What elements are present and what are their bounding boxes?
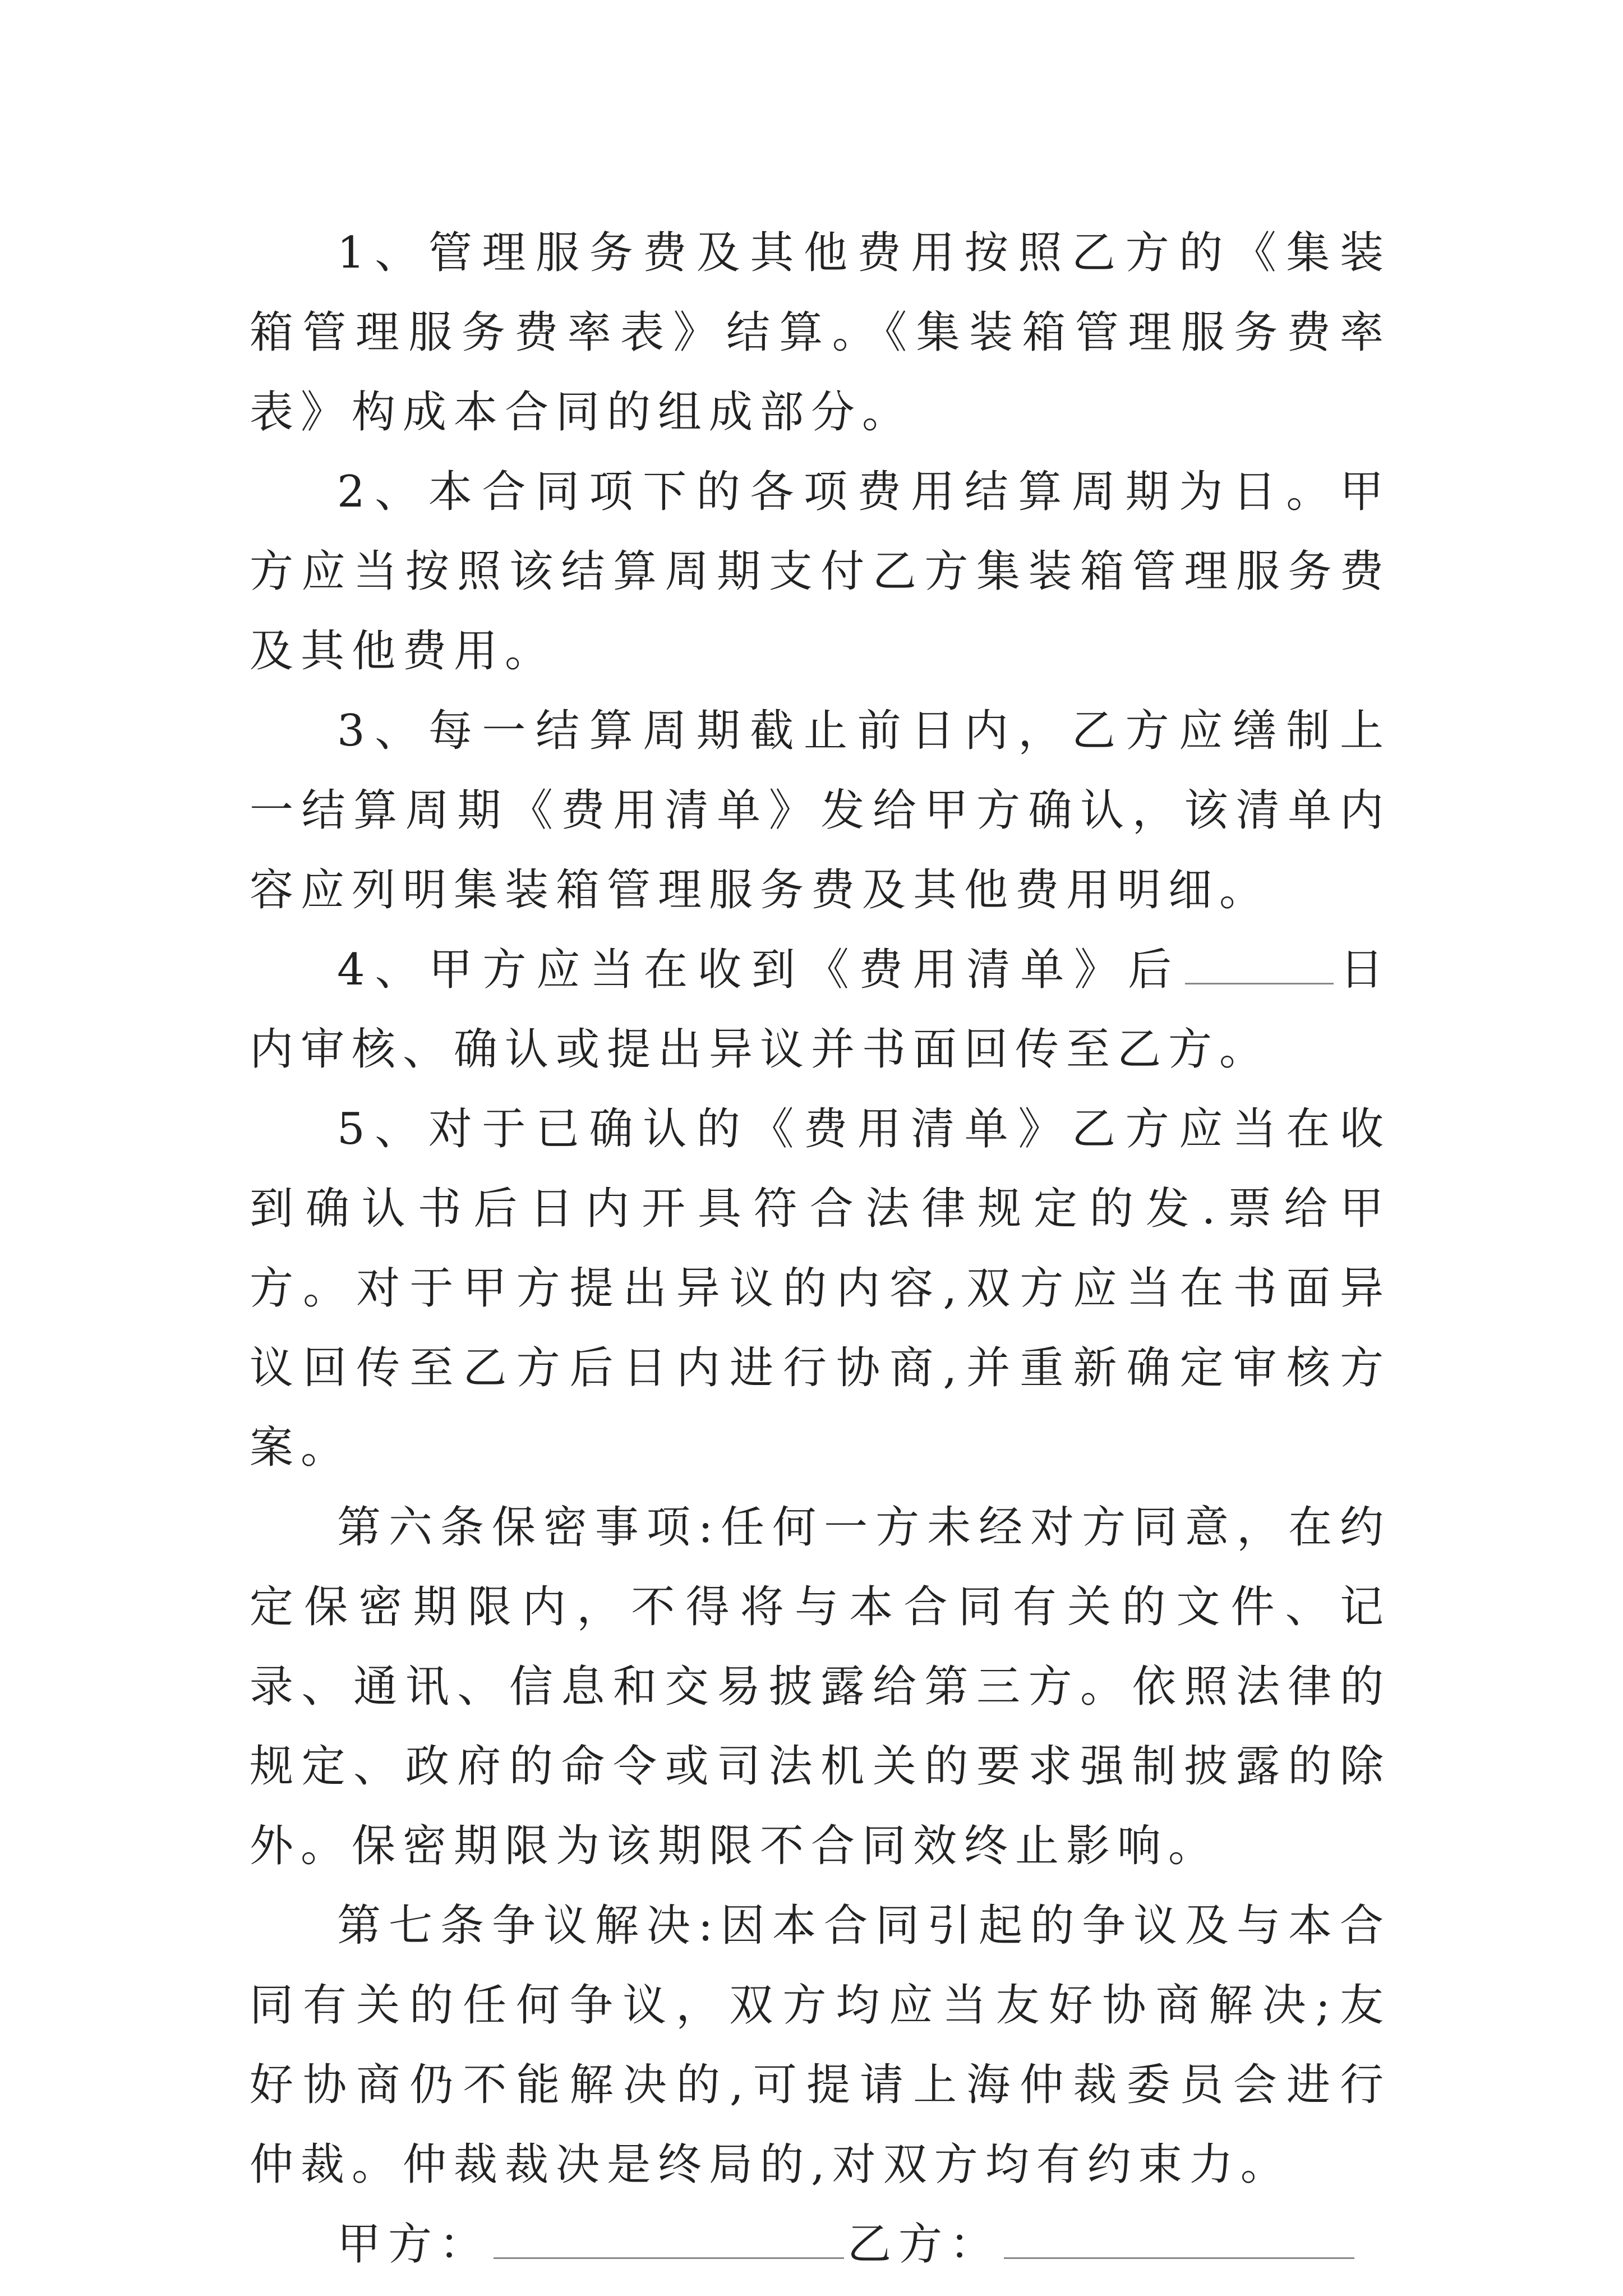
signature-line <box>250 2205 1391 2284</box>
party-a-signature-blank <box>494 2219 844 2259</box>
days-blank-field <box>1185 945 1334 984</box>
document-body <box>250 213 1391 2284</box>
party-b-label: 乙方： <box>847 2219 1001 2270</box>
clause-paragraph-1: 1、管理服务费及其他费用按照乙方的《集装箱管理服务费率表》结算。《集装箱管理服务费率表》构成本合同的组成部分。 <box>250 228 1391 438</box>
party-a-label: 甲方： <box>337 2219 491 2270</box>
article-7-dispute-resolution: 第七条争议解决:因本合同引起的争议及与本合同有关的任何争议，双方均应当友好协商解决;友好协商仍不能解决的,可提请上海仲裁委员会进行仲裁。仲裁裁决是终局的,对双方均有约束力。 <box>250 1901 1391 2190</box>
clause-paragraph-4 <box>250 930 1391 1089</box>
article-6-confidentiality: 第六条保密事项:任何一方未经对方同意，在约定保密期限内，不得将与本合同有关的文件、记录、通讯、信息和交易披露给第三方。依照法律的规定、政府的命令或司法机关的要求强制披露的除外。保密期限为该期限不合同效终止影响。 <box>250 1502 1391 1871</box>
clause-4-text-after: 日内审核、确认或提出异议并书面回传至乙方。 <box>250 945 1391 1075</box>
clause-paragraph-2: 2、本合同项下的各项费用结算周期为日。甲方应当按照该结算周期支付乙方集装箱管理服务费及其他费用。 <box>250 467 1391 677</box>
clause-paragraph-5: 5、对于已确认的《费用清单》乙方应当在收到确认书后日内开具符合法律规定的发.票给甲方。对于甲方提出异议的内容,双方应当在书面异议回传至乙方后日内进行协商,并重新确定审核方案。 <box>250 1104 1391 1473</box>
clause-4-text-before: 4、甲方应当在收到《费用清单》后 <box>337 945 1182 995</box>
party-b-signature-blank <box>1004 2219 1354 2259</box>
clause-paragraph-3: 3、每一结算周期截止前日内，乙方应缮制上一结算周期《费用清单》发给甲方确认，该清单内容应列明集装箱管理服务费及其他费用明细。 <box>250 706 1391 915</box>
